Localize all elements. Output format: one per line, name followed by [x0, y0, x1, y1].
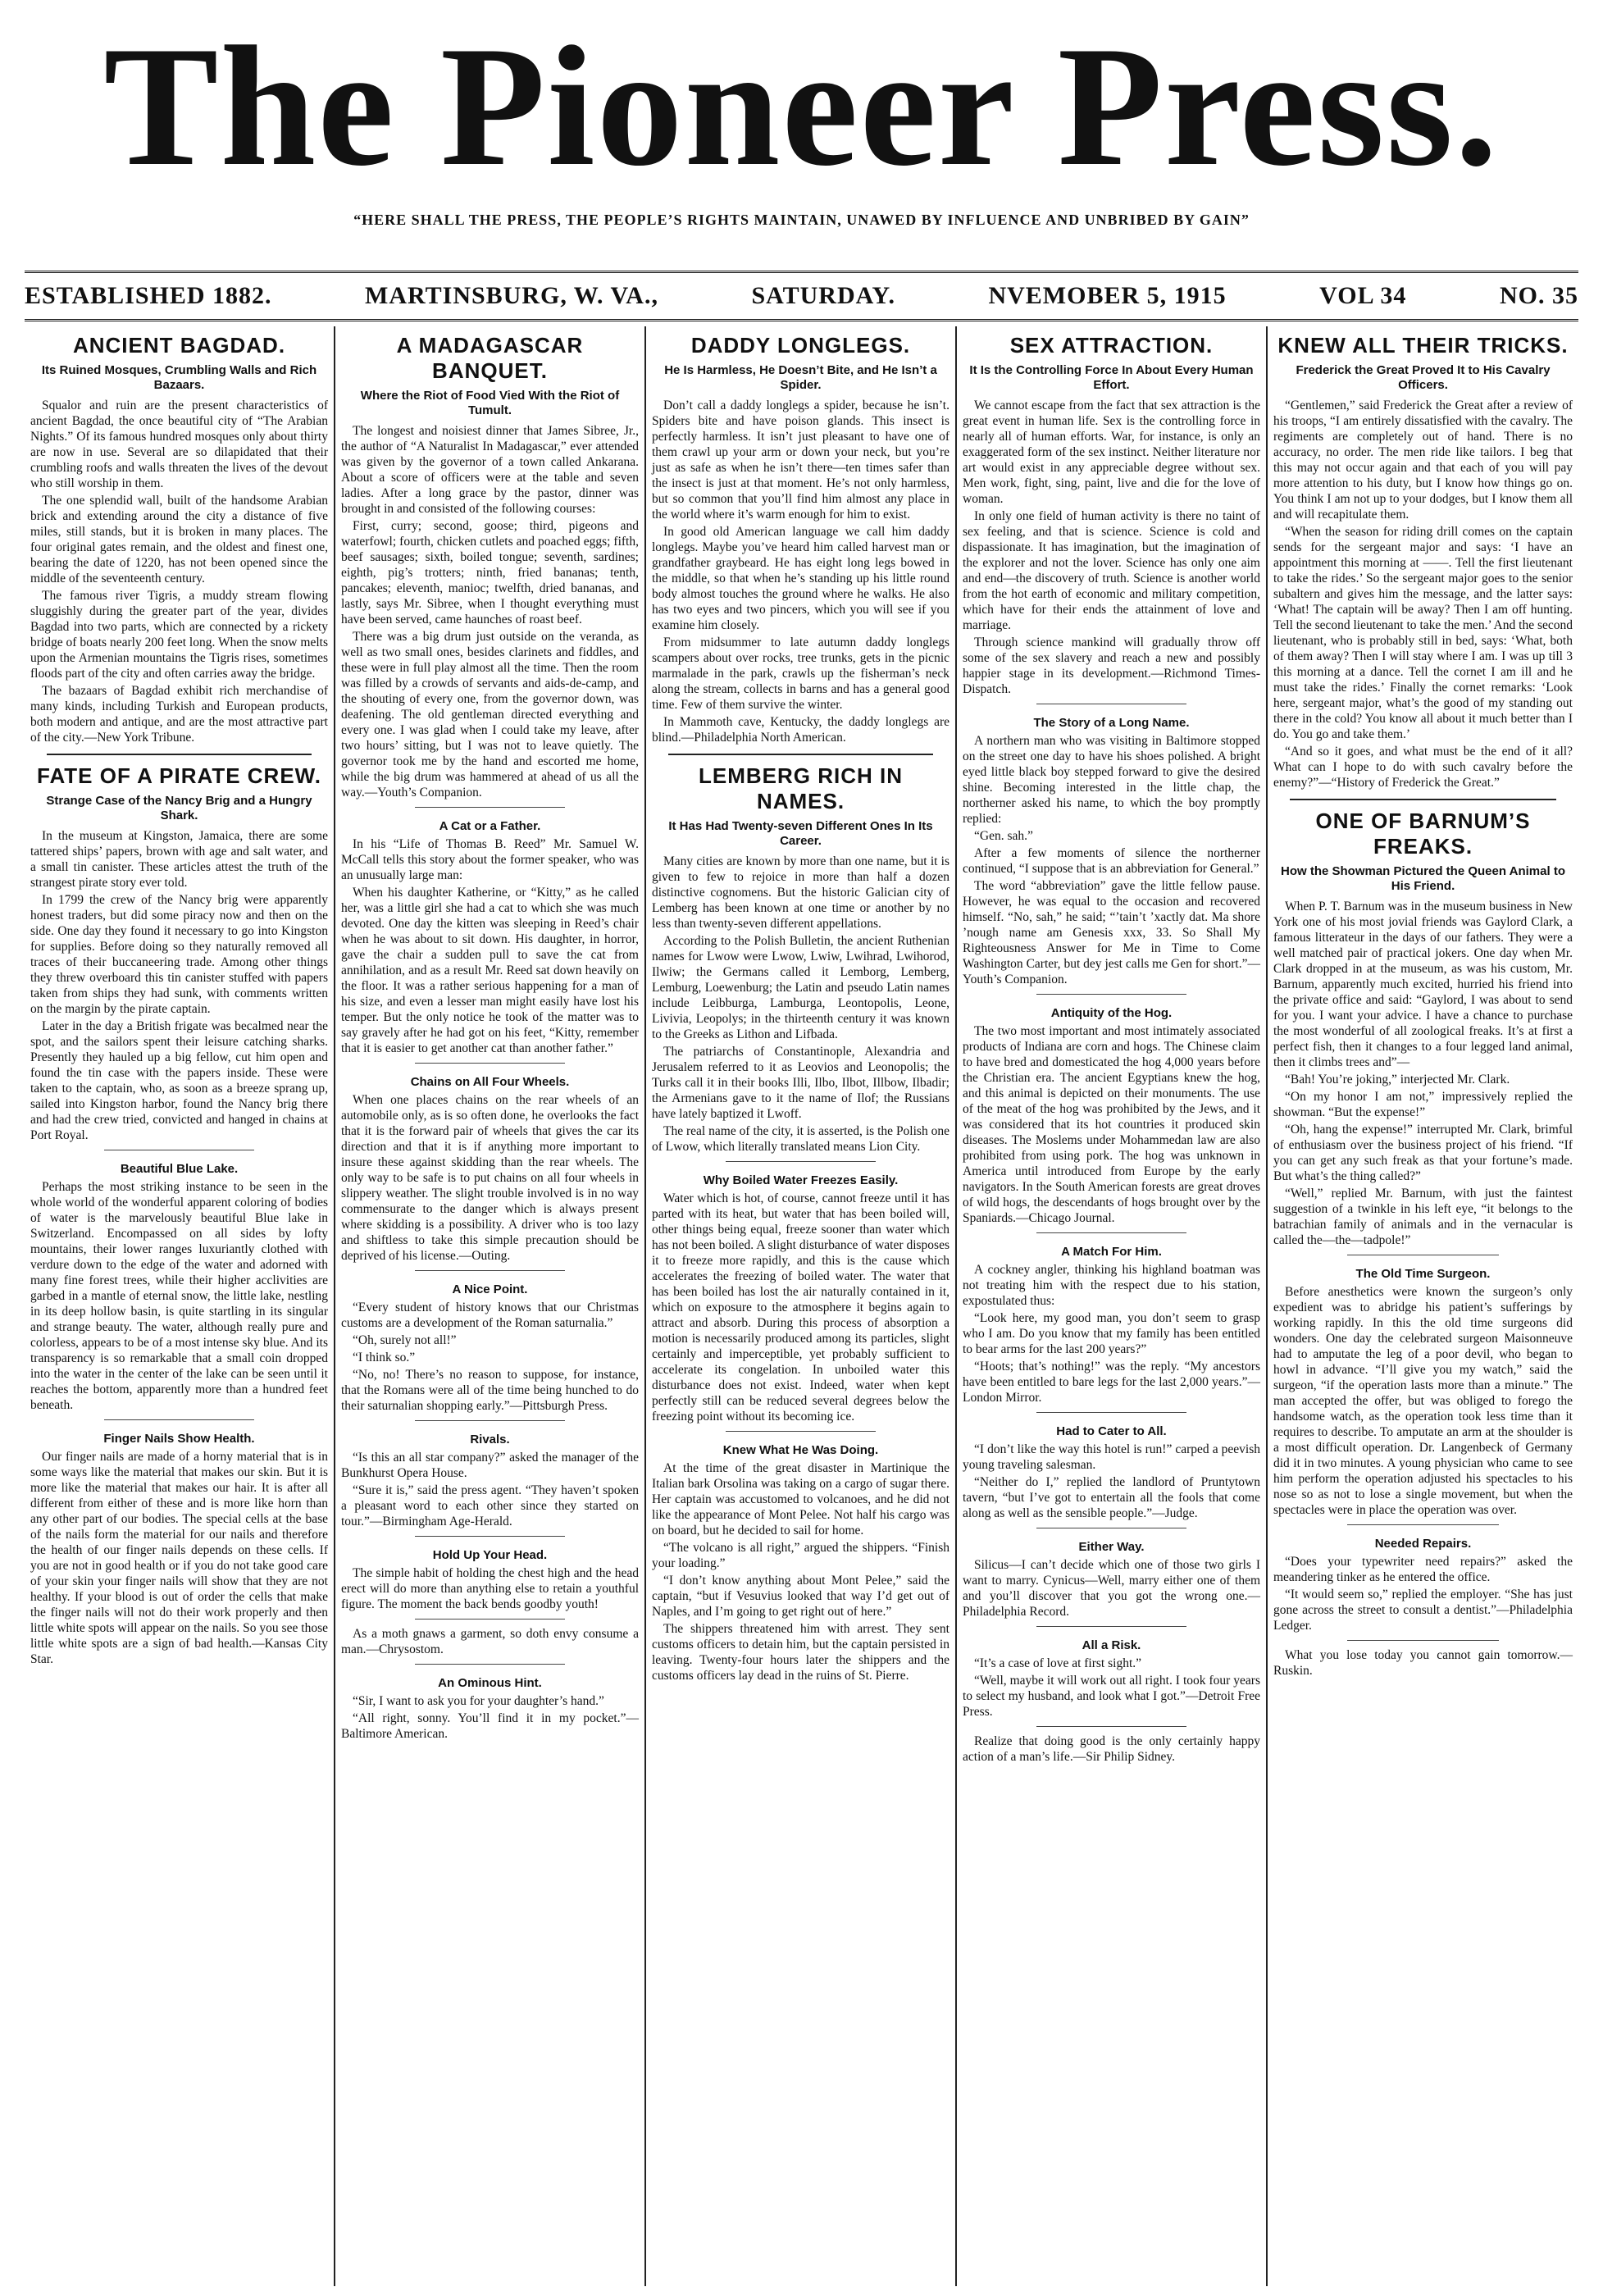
paragraph: “It would seem so,” replied the employer. “She has just gone across the street to consult a dentist.”—Philadelphia Ledger. [1273, 1588, 1573, 1633]
paragraph: “And so it goes, and what must be the end of it all? What can I hope to do with such cavalry before the enemy?”—“History of Frederick the Great.” [1273, 745, 1573, 790]
column-5 [1268, 326, 1578, 2286]
place: MARTINSBURG, W. VA., [365, 282, 658, 309]
divider [668, 754, 933, 755]
paragraph: “It’s a case of love at first sight.” [974, 1656, 1142, 1670]
headline-match: A Match For Him. [1061, 1245, 1162, 1259]
paragraph: Squalor and ruin are the present characteristics of ancient Bagdad, the once beautiful city of “The Arabian Nights.” Of its famous hundred mosques only about thirty are now in use. Several are so dilapidated that their crumbling roofs and walls threaten the lives of the devout who still worship in them. [30, 399, 328, 490]
paragraph: “Sure it is,” said the press agent. “They haven’t spoken a pleasant word to each other since they started on tour.”—Birmingham Age-Herald. [341, 1483, 639, 1528]
paragraph: At the time of the great disaster in Martinique the Italian bark Orsolina was taking on a cargo of sugar there. Her captain was accustomed to volcanoes, and he did not like the appearance of Mont Pelee. Not half his cargo was on board, but he decided to sail for home. [652, 1461, 950, 1538]
paragraph: The famous river Tigris, a muddy stream flowing sluggishly during the greater part of the year, divides Bagdad into two parts, which are connected by a rickety bridge of boats nearly 200 feet long. When the snow melts upon the Armenian mountains the Tigris rises, sometimes floods part of the city and often carries away the bridge. [30, 589, 328, 681]
paragraph: What you lose today you cannot gain tomorrow.—Ruskin. [1273, 1648, 1573, 1678]
paragraph: A cockney angler, thinking his highland boatman was not treating him with the respect due to his station, expostulated thus: [963, 1263, 1260, 1308]
subhead: Strange Case of the Nancy Brig and a Hungry Shark. [46, 794, 312, 822]
headline-madagascar-banquet: A MADAGASCAR BANQUET. [396, 333, 584, 383]
masthead-title: The Pioneer Press. [103, 11, 1500, 202]
subhead: Frederick the Great Proved It to His Cavalry Officers. [1296, 363, 1551, 392]
headline-blue-lake: Beautiful Blue Lake. [120, 1162, 239, 1176]
subhead: How the Showman Pictured the Queen Animal to His Friend. [1281, 864, 1565, 893]
paragraph: In good old American language we call him daddy longlegs. Maybe you’ve heard him called harvest man or grandfather graybeard. He has eight long legs bowed in the middle, so that when he’s standing up his little round body almost touches the ground where he walks. He also has two eyes and two pincers, which you will see if you examine him closely. [652, 525, 950, 632]
masthead-motto: “HERE SHALL THE PRESS, THE PEOPLE’S RIGHTS MAINTAIN, UNAWED BY INFLUENCE AND UNBRIBED BY GAIN” [353, 212, 1250, 228]
paragraph: “Does your typewriter need repairs?” asked the meandering tinker as he entered the office. [1273, 1555, 1573, 1584]
divider [1347, 1640, 1499, 1641]
paragraph: “I don’t know anything about Mont Pelee,” said the captain, “but if Vesuvius looked that way I’d get out of Naples, and I’m going to get right out of here.” [652, 1574, 950, 1619]
paragraph: When P. T. Barnum was in the museum business in New York one of his most jovial friends was Gaylord Clark, a famous litterateur in the days of our fathers. They were a well matched pair of practical jokers. One day when Mr. Clark dropped in at the museum, as was his custom, Mr. Barnum, apparently much excited, hurried his friend into the private office and said: “Gaylord, I was about to send for you. I want your advice. I have a chance to purchase the most wonderful of all zoological freaks. It’s at first a perfect fish, then it changes to a four legged land animal, then it climbs trees and”— [1273, 900, 1573, 1069]
headline-rivals: Rivals. [470, 1433, 510, 1446]
headline-chains: Chains on All Four Wheels. [410, 1075, 570, 1089]
headline-cater: Had to Cater to All. [1056, 1424, 1167, 1438]
divider [726, 1161, 876, 1162]
column-2 [335, 326, 646, 2286]
divider [415, 1664, 565, 1665]
divider [415, 1063, 565, 1064]
paragraph: When his daughter Katherine, or “Kitty,” as he called her, was a little girl she had a cat to which she was much devoted. One day the kitten was sleeping in Reed’s chair when he was about to sit down. His daughter, in horror, gave the chair a sudden pull to save the cat from annihilation, and as a result Mr. Reed sat down heavily on the floor. It was a rather serious happening for a man of his size, and even a lesser man might easily have lost his temper. But the only notice he took of the matter was to say gravely after he had got on his feet, “Kitty, remember that it is easier to get another cat than another father.” [341, 886, 639, 1055]
paragraph: The shippers threatened him with arrest. They sent customs officers to detain him, but the captain persisted in leaving. Twenty-four hours later the shippers and the customs officers lay dead in the ruins of St. Pierre. [652, 1622, 950, 1683]
dateline [25, 271, 1578, 321]
day: SATURDAY. [751, 282, 895, 309]
paragraph: The patriarchs of Constantinople, Alexandria and Jerusalem referred to it as Leovios and Leonopolis; the Turks call it in their books Illi, Ilbo, Ilbot, Illbow, Ilbadir; the Armenians gave to it the name of Ilof; the Russians have lately baptized it Lwoff. [652, 1045, 950, 1121]
subhead: He Is Harmless, He Doesn’t Bite, and He Isn’t a Spider. [664, 363, 937, 392]
divider [1036, 994, 1186, 995]
headline-hold-up-head: Hold Up Your Head. [432, 1548, 548, 1562]
date: NVEMOBER 5, 1915 [988, 282, 1227, 309]
divider [1036, 1726, 1186, 1727]
paragraph: “Oh, hang the expense!” interrupted Mr. Clark, brimful of enthusiasm over the business project of his friend. “If you can get any such freak as that your fortune’s made. But what’s the thing called?” [1273, 1123, 1573, 1183]
paragraph: When one places chains on the rear wheels of an automobile only, as is so often done, he overlooks the fact that it is the forward pair of wheels that gives the car its direction and that it is if anything more important to insure these against skidding than the rear wheels. The only way to be safe is to put chains on all four wheels in slippery weather. The slight trouble involved is in no way commensurate to the danger which is always present where skidding is a possibility. A driver who is too lazy and shiftless to take this simple precaution should be deprived of his license.—Outing. [341, 1093, 639, 1263]
divider [1036, 1626, 1186, 1627]
paragraph: “When the season for riding drill comes on the captain sends for the sergeant major and says: ‘I have an appointment this morning at ——. Tell the first lieutenant to take the rides.’ So the sergeant major goes to the senior subaltern and gives him the message, and the latter says: ‘What! The captain will be away? Then I am off hunting. Tell the second lieutenant to take the men.’ And the second lieutenant, who is probably still in bed, says: ‘What, both of them away? Then I will stay where I am. I was up till 3 this morning at a dance. Tell the cornet I am ill and he must take the rides.’ Finally the cornet remarks: ‘Look here, sergeant major, what’s the good of my standing out there in the cold? You know all about it much better than I do. You go and take them.’ [1273, 525, 1573, 741]
paragraph: “Hoots; that’s nothing!” was the reply. “My ancestors have been entitled to bare legs for the last 2,000 years.”—London Mirror. [963, 1360, 1260, 1405]
issue-number: NO. 35 [1499, 282, 1578, 309]
paragraph: In his “Life of Thomas B. Reed” Mr. Samuel W. McCall tells this story about the former speaker, who was an unusually large man: [341, 837, 639, 882]
column-3 [646, 326, 957, 2286]
paragraph: In Mammoth cave, Kentucky, the daddy longlegs are blind.—Philadelphia North American. [652, 715, 950, 745]
divider [1036, 1232, 1186, 1233]
paragraph: In only one field of human activity is there no taint of sex feeling, and that is science. Science is cold and dispassionate. It has imagination, but the imagination of the explorer and not the lover. Science has only one aim and end—the discovery of truth. Science is another world from the hot earth of economic and military competition, which have for their ends the attainment of love and marriage. [963, 509, 1260, 632]
paragraph: “Well,” replied Mr. Barnum, with just the faintest suggestion of a twinkle in his left eye, “it belongs to the batrachian family of animals and in the vernacular is called the—the—tadpole!” [1273, 1187, 1573, 1247]
paragraph: Silicus—I can’t decide which one of those two girls I want to marry. Cynicus—Well, marry either one of them and you’ll discover that you got the wrong one.—Philadelphia Record. [963, 1558, 1260, 1619]
volume: VOL 34 [1319, 282, 1407, 309]
subhead: It Has Had Twenty-seven Different Ones In Its Career. [668, 819, 933, 848]
divider [415, 1420, 565, 1421]
headline-barnum: ONE OF BARNUM’S FREAKS. [1315, 809, 1531, 859]
paragraph: According to the Polish Bulletin, the ancient Ruthenian names for Lwow were Lwow, Lwiw, Lwihrad, Lwihorod, Ilwiw; the Germans called it Lemborg, Lemberg, Lemburg, Loewenburg; the Latin and pseudo Latin names include Leibburga, Lamburga, Leontopolis, Leone, Livivia, Leopolys; in the thirteenth century it was known to the Greeks as Lithon and Lifbada. [652, 934, 950, 1041]
paragraph: “Gentlemen,” said Frederick the Great after a review of his troops, “I am entirely dissatisfied with the cavalry. The regiments are completely out of hand. There is no accuracy, no order. The men ride like tailors. I beg that this may not occur again and that each of you will pay more attention to his duty, but I know how things go on. You think I am not up to your dodges, but I know them all and will recapitulate them. [1273, 399, 1573, 522]
headline-ominous-hint: An Ominous Hint. [438, 1676, 542, 1690]
headline-hog: Antiquity of the Hog. [1050, 1006, 1173, 1020]
paragraph: “On my honor I am not,” impressively replied the showman. “But the expense!” [1273, 1090, 1573, 1119]
headline-long-name: The Story of a Long Name. [1033, 716, 1190, 730]
established: ESTABLISHED 1882. [25, 282, 272, 309]
paragraph: The one splendid wall, built of the handsome Arabian brick and extending around the city a distance of five miles, still stands, but it is broken in many places. The four original gates remain, and the oldest and finest one, bearing the date of 1220, has not been opened since the middle of the seventeenth century. [30, 494, 328, 585]
divider [1036, 1412, 1186, 1413]
paragraph: The two most important and most intimately associated products of Indiana are corn and hogs. The Chinese claim to have bred and domesticated the hog 4,000 years before the Christian era. The ancient Egyptians knew the hog, and this animal is depicted on their monuments. The use of the meat of the hog was prohibited by the Jews, and it was considered that its hot countries it produced skin diseases. The Moslems under Mohammedan law are also prohibited from using pork. The hog was unknown in America until introduced from Europe by the early navigators. In the South American forests are great droves of wild hogs, the descendants of hogs brought over by the Spaniards.—Chicago Journal. [963, 1024, 1260, 1225]
paragraph: The bazaars of Bagdad exhibit rich merchandise of many kinds, including Turkish and European products, both modern and antique, and are the most attractive part of the city.—New York Tribune. [30, 684, 328, 745]
subhead: Its Ruined Mosques, Crumbling Walls and Rich Bazaars. [41, 363, 317, 392]
headline-either-way: Either Way. [1078, 1540, 1145, 1554]
paragraph: “I don’t like the way this hotel is run!” carped a peevish young traveling salesman. [963, 1442, 1260, 1472]
paragraph: From midsummer to late autumn daddy longlegs scampers about over rocks, tree trunks, gets in the picnic marmalade in the park, crawls up the fisherman’s neck along the stream, collects in barns and has a general good time. Few of them survive the winter. [652, 636, 950, 712]
paragraph: The simple habit of holding the chest high and the head erect will do more than anything else to retain a youthful figure. The moment the back bends goodby youth! [341, 1566, 639, 1611]
paragraph: “Gen. sah.” [974, 829, 1033, 843]
paragraph: The real name of the city, it is asserted, is the Polish one of Lwow, which literally translated means Lion City. [652, 1124, 950, 1154]
paragraph: Water which is hot, of course, cannot freeze until it has parted with its heat, but water that has been boiled will, other things being equal, freeze sooner than water which has not been boiled. A slight disturbance of water disposes it to freeze more rapidly, and this is the cause which accelerates the freezing of boiled water. The water that has been boiled has lost the air naturally contained in it, which on exposure to the atmosphere it begins again to attract and absorb. During this process of absorption a motion is necessarily produced among its particles, slight certainly and imperceptible, yet probably sufficient to accelerate its congelation. In unboiled water this disturbance does not exist. Indeed, water when kept perfectly still can be reduced several degrees below the freezing point without its becoming ice. [652, 1191, 950, 1424]
paragraph: We cannot escape from the fact that sex attraction is the great event in human life. Sex is the controlling force in nearly all of human efforts. War, for instance, is only an exaggerated form of the sex instinct. Neither literature nor art would exist in any appreciable degree without sex. Men work, fight, sing, paint, live and die for the love of woman. [963, 399, 1260, 506]
paragraph: “All right, sonny. You’ll find it in my pocket.”—Baltimore American. [341, 1711, 639, 1741]
headline-daddy-longlegs: DADDY LONGLEGS. [690, 333, 911, 358]
paragraph: “Well, maybe it will work out all right. I took four years to select my husband, and look what I got.”—Detroit Free Press. [963, 1674, 1260, 1719]
headline-all-a-risk: All a Risk. [1082, 1638, 1141, 1652]
paragraph: In 1799 the crew of the Nancy brig were apparently honest traders, but did some piracy now and then on the side. One day they found it necessary to go into Kingston for supplies. Before doing so they naturally removed all traces of their buccaneering trade. Among other things they threw overboard this tin canister stuffed with papers taken from ships they had sunk, with comments written on the margin by the pirate captain. [30, 893, 328, 1016]
divider [726, 1431, 876, 1432]
headline-sex-attraction: SEX ATTRACTION. [1009, 333, 1214, 358]
paragraph: Many cities are known by more than one name, but it is given to few to rejoice in more than half a dozen distinctive cognomens. But the historic Galician city of Lemberg has been known at one time or another by no less than twenty-seven different appellations. [652, 854, 950, 931]
columns [25, 326, 1578, 2286]
paragraph: As a moth gnaws a garment, so doth envy consume a man.—Chrysostom. [341, 1627, 639, 1656]
paragraph: “No, no! There’s no reason to suppose, for instance, that the Romans were all of the time being hunched to do their saturnalian shopping early.”—Pittsburgh Press. [341, 1368, 639, 1413]
headline-ancient-bagdad: ANCIENT BAGDAD. [72, 333, 286, 358]
divider [415, 1270, 565, 1271]
paragraph: Through science mankind will gradually throw off some of the sex slavery and reach a new and possibly happier stage in its development.—Richmond Times-Dispatch. [963, 636, 1260, 696]
headline-lemberg: LEMBERG RICH IN NAMES. [699, 763, 903, 813]
paragraph: The longest and noisiest dinner that James Sibree, Jr., the author of “A Naturalist In Madagascar,” ever attended was given by the governor of a town called Ankarana. About a score of officers were at the table and seven ladies. After a long grace by the pastor, dinner was brought in and consisted of the following courses: [341, 424, 639, 516]
paragraph: “Oh, surely not all!” [353, 1333, 457, 1347]
paragraph: Don’t call a daddy longlegs a spider, because he isn’t. Spiders bite and have poison glands. This insect is perfectly harmless. It isn’t just pleasant to have one of them crawl up your arm or down your neck, but you’re just as safe as when he isn’t there—ten times safer than the insect is just at that moment. He’s not only harmless, but so common that you’ll find him almost any place in the world where it’s warm enough for him to exist. [652, 399, 950, 522]
paragraph: “Is this an all star company?” asked the manager of the Bunkhurst Opera House. [341, 1451, 639, 1480]
headline-boiled-water: Why Boiled Water Freezes Easily. [703, 1173, 899, 1187]
paragraph: Before anesthetics were known the surgeon’s only expedient was to abridge his patient’s sufferings by working rapidly. In this the old time surgeons did wonders. One day the celebrated surgeon Maisonneuve had to amputate the leg of a poor devil, who began to howl in advance. “I’ll give you my watch,” said the surgeon, “if the operation lasts more than a minute.” The man accepted the offer, but was obliged to forego the handsome watch, as the operation took less time than it requires to describe. To amputate an arm at the shoulder is a most difficult operation. Dr. Langenbeck of Germany did it in two minutes. A young physician who came to see him perform the operation adjusted his spectacles to his nose so as not to lose a single movement, but when the spectacles were in place the operation was over. [1273, 1285, 1573, 1517]
headline-pirate-crew: FATE OF A PIRATE CREW. [37, 763, 321, 788]
divider [1290, 799, 1556, 800]
divider [104, 1419, 254, 1420]
paragraph: “Every student of history knows that our Christmas customs are a development of the Roman saturnalia.” [341, 1301, 639, 1330]
paragraph: First, curry; second, goose; third, pigeons and waterfowl; fourth, chicken cutlets and poached eggs; fifth, beef sausages; sixth, boiled tongue; seventh, sardines; eighth, pig’s trotters; ninth, fried bananas; tenth, pancakes; eleventh, manioc; twelfth, dried bananas, and lastly, says Mr. Sibree, when I thought everything must have been served, came haunches of roast beef. [341, 519, 639, 626]
divider [415, 1619, 565, 1620]
paragraph: Our finger nails are made of a horny material that is in some ways like the material that makes our skin. But it is more like the material that makes our hair. It is after all different from either of these and is more like horn than any other part of our bodies. The special cells at the base of the nails form the material for our nails and therefore the health of our finger nails depends on these cells. If you are not in good health or if you do not take good care of your skin your finger nails will show that they are not healthy. If your blood is out of order the cells that make the finger nails will not do their work properly and then little white spots will appear on the nails. So you see those little white spots are a sign of bad health.—Kansas City Star. [30, 1450, 328, 1666]
headline-knew-tricks: KNEW ALL THEIR TRICKS. [1277, 333, 1569, 358]
paragraph: “Look here, my good man, you don’t seem to grasp who I am. Do you know that my family has been entitled to bear arms for the last 200 years?” [963, 1311, 1260, 1356]
paragraph: “Sir, I want to ask you for your daughter’s hand.” [353, 1694, 604, 1708]
headline-knew-what: Knew What He Was Doing. [722, 1443, 879, 1457]
subhead: It Is the Controlling Force In About Every Human Effort. [969, 363, 1254, 392]
column-1 [25, 326, 335, 2286]
headline-nice-point: A Nice Point. [452, 1282, 528, 1296]
paragraph: The word “abbreviation” gave the little fellow pause. However, he was equal to the occasion and recovered himself. “No, sah,” he said; “’tain’t ’xactly dat. Ma shore ’nough name am Genesis xxx, 33. So Shall My Righteousness Answer for Me in Time to Come Washington Carter, but dey jest calls me Gen for short.”—Youth’s Companion. [963, 879, 1260, 986]
paragraph: Perhaps the most striking instance to be seen in the whole world of the wonderful apparent coloring of bodies of water is the marvelously beautiful Blue lake in Switzerland. Encompassed on all sides by lofty mountains, their lower ranges luxuriantly clothed with verdure down to the edge of the water and adorned with many fine forest trees, while their higher acclivities are garbed in a mantle of eternal snow, the little lake, nestling in its deep hollow basin, is quite startling in its singular and strange beauty. The water, although really pure and colorless, appears to be of a most intense sky blue. And its transparency is so remarkable that a small coin dropped into the water in the center of the lake can be seen until it reaches the bottom, apparently more than a hundred feet beneath. [30, 1180, 328, 1412]
paragraph: There was a big drum just outside on the veranda, as well as two small ones, besides clarinets and fiddles, and these were in full play almost all the time. Then the room was filled by a crowds of servants and aids-de-camp, and the shouting of every one, from the governor down, was deafening. The old gentleman directed everything and every one. I was glad when I could take my leave, after two hours’ sitting, but I was not to leave quietly. The governor took me by the hand and escorted me home, while the big drum was hammered at ahead of us all the way.—Youth’s Companion. [341, 630, 639, 800]
divider [415, 807, 565, 808]
divider [1347, 1524, 1499, 1525]
paragraph: A northern man who was visiting in Baltimore stopped on the street one day to have his shoes polished. A bright eyed little black boy stepped forward to give the desired shine. Becoming interested in the little chap, the northerner asked his name, to which the boy promptly replied: [963, 734, 1260, 826]
headline-surgeon: The Old Time Surgeon. [1355, 1267, 1491, 1281]
headline-cat-or-father: A Cat or a Father. [439, 819, 541, 833]
paragraph: “Neither do I,” replied the landlord of Pruntytown tavern, “but I’ve got to entertain all the fools that come along as well as the sensible people.”—Judge. [963, 1475, 1260, 1520]
paragraph: “The volcano is all right,” argued the shippers. “Finish your loading.” [652, 1541, 950, 1570]
headline-finger-nails: Finger Nails Show Health. [103, 1432, 255, 1446]
paragraph: “Bah! You’re joking,” interjected Mr. Clark. [1285, 1073, 1510, 1086]
headline-repairs: Needed Repairs. [1374, 1537, 1472, 1551]
paragraph: Realize that doing good is the only certainly happy action of a man’s life.—Sir Philip Sidney. [963, 1734, 1260, 1764]
paragraph: After a few moments of silence the northerner continued, “I suppose that is an abbreviation for General.” [963, 846, 1260, 876]
subhead: Where the Riot of Food Vied With the Riot of Tumult. [360, 389, 620, 417]
paragraph: “I think so.” [353, 1351, 416, 1364]
paragraph: Later in the day a British frigate was becalmed near the spot, and the sailors spent their leisure catching sharks. Presently they hauled up a big fellow, cut him open and found the tin case with the papers inside. These were taken to the captain, who, as soon as a breeze sprang up, sailed into Kingston harbor, found the Nancy brig there and had the crew tried, convicted and hanged in chains at Port Royal. [30, 1019, 328, 1142]
divider [415, 1536, 565, 1537]
paragraph: In the museum at Kingston, Jamaica, there are some tattered ships’ papers, brown with age and salt water, and a small tin canister. These articles attest the truth of the strangest pirate story ever told. [30, 829, 328, 890]
column-4 [957, 326, 1268, 2286]
divider [47, 754, 312, 755]
